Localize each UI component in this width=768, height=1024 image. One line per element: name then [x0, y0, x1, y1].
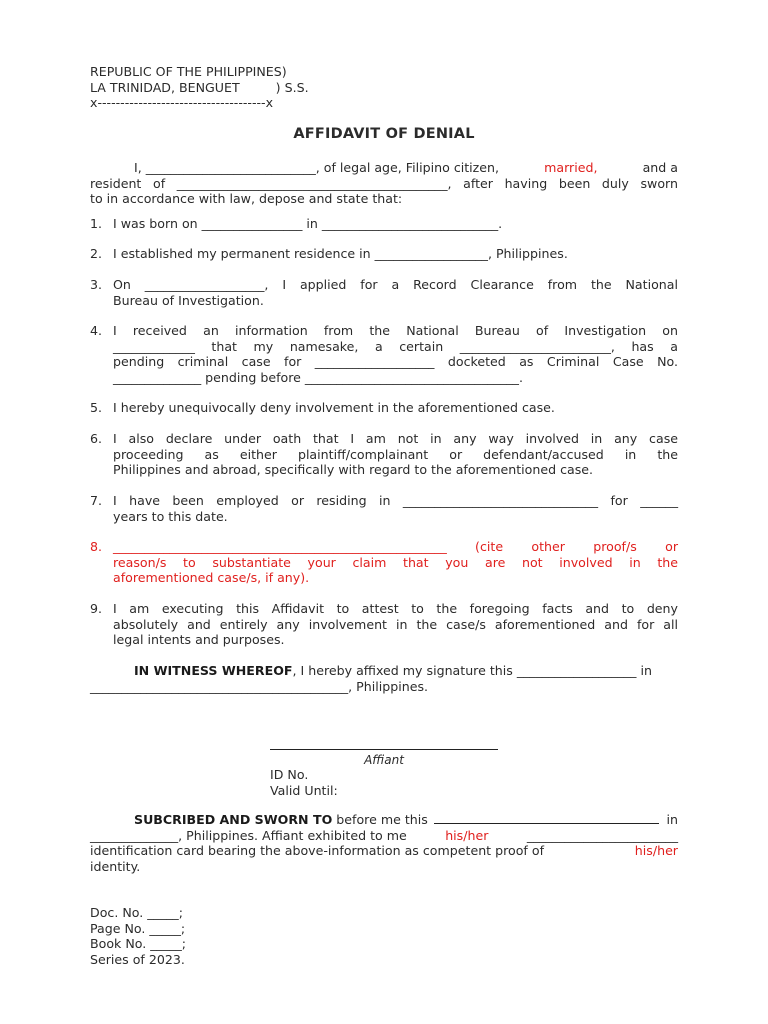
item-text: pending criminal case for ___________________ docketed as Criminal Case No.	[113, 354, 678, 369]
jurat-pronoun: his/her	[445, 827, 489, 843]
intro-civil-status: married,	[544, 160, 598, 175]
venue-line-republic: REPUBLIC OF THE PHILIPPINES)	[90, 64, 287, 79]
jurat-pronoun: his/her	[634, 843, 678, 858]
signature-line	[270, 749, 498, 750]
jurat-line-1	[90, 811, 678, 828]
page-number: Page No. _____;	[90, 920, 186, 936]
venue-header	[90, 64, 309, 111]
item-number: 4.	[90, 323, 103, 338]
item-text: years to this date.	[113, 508, 228, 524]
item-text: Philippines and abroad, specifically with regard to the aforementioned case.	[113, 462, 594, 477]
item-text: I was born on ________________ in ____________________________.	[113, 216, 503, 231]
valid-until-label: Valid Until:	[270, 782, 338, 798]
jurat-text-3: identification card bearing the above-information as competent proof of	[90, 843, 545, 858]
document-title: AFFIDAVIT OF DENIAL	[293, 126, 475, 142]
item-text: ______________ pending before __________________________________.	[113, 369, 523, 385]
item-text: _____________________________________________________ (cite other proof/s or	[113, 539, 678, 554]
intro-line-1	[90, 160, 678, 176]
item-number: 5.	[90, 400, 103, 415]
item-text: legal intents and purposes.	[113, 632, 285, 647]
item-text: I hereby unequivocally deny involvement in the aforementioned case.	[113, 400, 555, 415]
witness-heading: IN WITNESS WHEREOF	[134, 663, 293, 678]
item-number: 2.	[90, 246, 103, 261]
jurat-text-in: in	[666, 812, 678, 827]
item-text: I received an information from the National Bureau of Investigation on	[113, 323, 678, 338]
item-text: aforementioned case/s, if any).	[113, 570, 310, 585]
jurat-heading: SUBCRIBED AND SWORN TO	[134, 812, 333, 827]
jurat-text-2: ______________, Philippines. Affiant exhibited to me	[90, 827, 407, 843]
list-item-8	[90, 539, 678, 586]
notarial-register	[90, 905, 186, 967]
list-item-7	[90, 493, 678, 524]
list-item-5	[90, 400, 678, 416]
item-number: 3.	[90, 277, 103, 292]
list-item-2	[90, 246, 678, 262]
id-number-label: ID No.	[270, 767, 309, 782]
affiant-label: Affiant	[364, 753, 404, 767]
item-number: 8.	[90, 539, 103, 554]
item-text: absolutely and entirely any involvement in the case/s aforementioned and for all	[113, 616, 678, 632]
venue-line-municipality: LA TRINIDAD, BENGUET ) S.S.	[90, 79, 309, 95]
item-text: proceeding as either plaintiff/complainant or defendant/accused in the	[113, 446, 678, 462]
jurat-date-blank	[434, 811, 659, 824]
item-text: I have been employed or residing in _______________________________ for ______	[113, 493, 678, 508]
item-text: I also declare under oath that I am not in any way involved in any case	[113, 431, 678, 446]
list-item-4	[90, 323, 678, 385]
intro-text-1b: and a	[642, 160, 678, 175]
witness-text: , I hereby affixed my signature this ___________________ in	[292, 663, 652, 678]
intro-line-3: to in accordance with law, depose and state that:	[90, 191, 403, 206]
item-number: 9.	[90, 601, 103, 616]
item-text: On ___________________, I applied for a Record Clearance from the National	[113, 277, 678, 292]
intro-text-1: I, ___________________________, of legal age, Filipino citizen,	[134, 160, 500, 175]
item-number: 7.	[90, 493, 103, 508]
witness-line-1	[90, 663, 678, 679]
doc-number: Doc. No. _____;	[90, 905, 183, 920]
item-text: reason/s to substantiate your claim that you are not involved in the	[113, 554, 678, 570]
list-item-9	[90, 601, 678, 648]
item-number: 1.	[90, 216, 103, 231]
affiant-id-block	[270, 767, 338, 798]
witness-paragraph	[90, 663, 678, 694]
jurat-line-2	[90, 828, 678, 844]
jurat-text: before me this	[336, 812, 428, 827]
venue-line-separator: x-------------------------------------x	[90, 95, 274, 110]
book-number: Book No. _____;	[90, 936, 186, 951]
jurat-paragraph	[90, 811, 678, 874]
series-year: Series of 2023.	[90, 951, 185, 967]
list-item-6	[90, 431, 678, 478]
intro-line-2: resident of ___________________________________________, after having been duly sworn	[90, 175, 678, 191]
intro-paragraph	[90, 160, 678, 207]
item-text: Bureau of Investigation.	[113, 292, 264, 308]
item-text: I am executing this Affidavit to attest to the foregoing facts and to deny	[113, 601, 678, 616]
item-text: _____________ that my namesake, a certain ________________________, has a	[113, 338, 678, 354]
jurat-line-4: identity.	[90, 858, 141, 874]
item-text: I established my permanent residence in __________________, Philippines.	[113, 246, 568, 261]
jurat-blank-2: ________________________	[526, 827, 678, 843]
list-item-1	[90, 216, 678, 232]
item-number: 6.	[90, 431, 103, 446]
jurat-line-3	[90, 843, 678, 859]
witness-line-2: _________________________________________, Philippines.	[90, 678, 429, 694]
list-item-3	[90, 277, 678, 308]
